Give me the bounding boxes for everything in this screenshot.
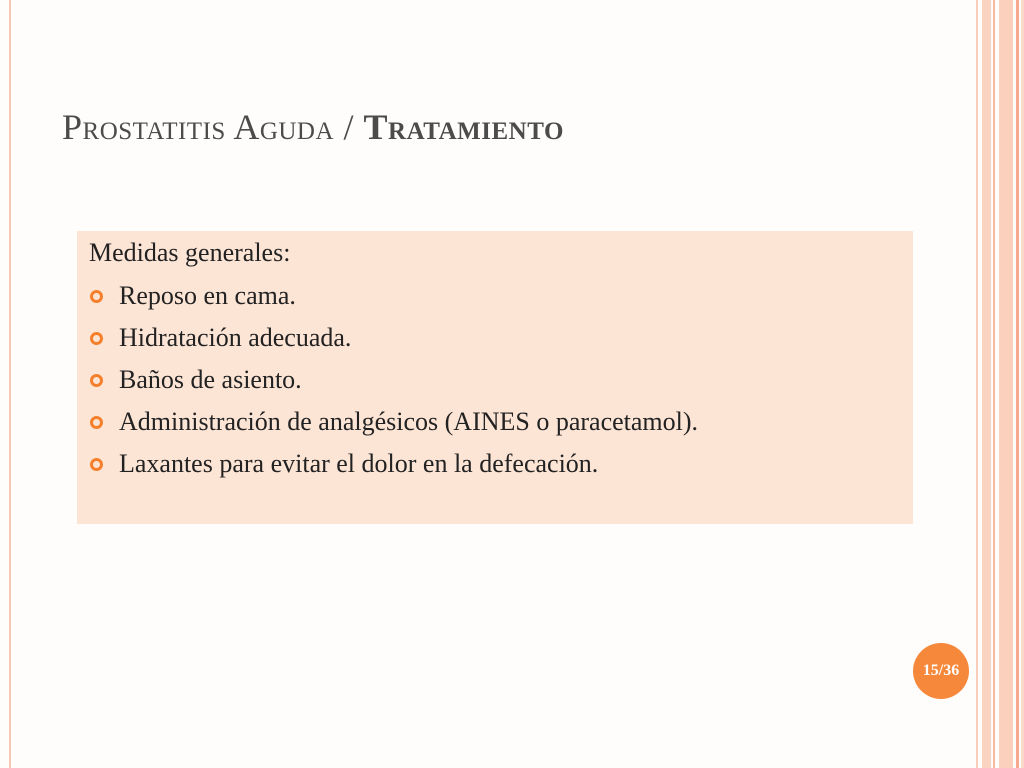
left-border-line <box>9 0 11 768</box>
list-item-text: Baños de asiento. <box>119 365 302 394</box>
content-heading: Medidas generales: <box>89 238 291 267</box>
content-box <box>77 231 913 524</box>
decorative-stripe <box>982 0 991 768</box>
page-number-badge: 15/36 <box>913 643 969 699</box>
decorative-stripe <box>1016 0 1019 768</box>
ring-bullet-icon <box>90 374 103 387</box>
ring-bullet-icon <box>90 290 103 303</box>
ring-bullet-icon <box>90 416 103 429</box>
decorative-stripe <box>999 0 1013 768</box>
list-item-text: Administración de analgésicos (AINES o paracetamol). <box>119 407 699 436</box>
list-item <box>89 363 901 396</box>
list-item-text: Reposo en cama. <box>119 281 296 310</box>
list-item-text: Laxantes para evitar el dolor en la defecación. <box>119 449 599 478</box>
slide-title <box>62 106 564 148</box>
decorative-stripe <box>993 0 995 768</box>
list-item <box>89 321 901 354</box>
title-section: Tratamiento <box>363 107 564 147</box>
list-item <box>89 405 901 438</box>
title-topic: Prostatitis Aguda / <box>62 107 364 147</box>
list-item-text: Hidratación adecuada. <box>119 323 352 352</box>
ring-bullet-icon <box>90 458 103 471</box>
ring-bullet-icon <box>90 332 103 345</box>
decorative-stripe <box>976 0 978 768</box>
list-item <box>89 279 901 312</box>
bullet-list <box>89 279 901 480</box>
list-item <box>89 447 901 480</box>
